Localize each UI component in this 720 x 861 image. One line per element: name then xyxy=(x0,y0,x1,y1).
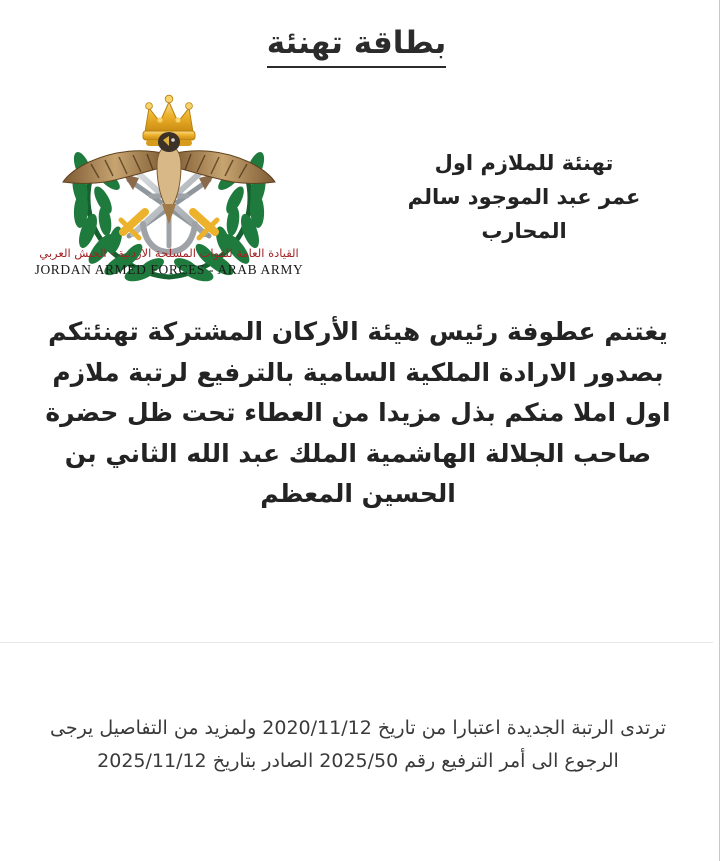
addressee-line-3: المحارب xyxy=(481,219,567,244)
upper-section xyxy=(0,84,713,294)
addressee-block xyxy=(359,146,689,248)
footer-note-text: ترتدى الرتبة الجديدة اعتبارا من تاريخ 2020/11/12 ولمزيد من التفاصيل يرجى الرجوع الى أمر الترفيع رقم 2025/50 الصادر بتاريخ 2025/11/12 xyxy=(49,717,667,773)
falcon-icon xyxy=(63,132,275,224)
congratulation-body-text: يغتنم عطوفة رئيس هيئة الأركان المشتركة تهنئتكم بصدور الارادة الملكية السامية بالترفيع لرتبة ملازم اول املا منكم بذل مزيدا من العطاء تحت ظل حضرة صاحب الجلالة الهاشمية الملك عبد الله الثاني بن الحسين المعظم xyxy=(45,317,671,508)
addressee-line-1: تهنئة للملازم اول xyxy=(434,151,614,175)
addressee-line-2: عمر عبد الموجود سالم xyxy=(407,185,641,210)
emblem-caption xyxy=(35,246,304,277)
svg-text:القيادة العامة للقوات المسلحة: القيادة العامة للقوات المسلحة الاردنية - الجيش العربي xyxy=(39,246,299,260)
card-title-wrap xyxy=(0,26,713,68)
section-divider xyxy=(0,642,713,643)
card-title: بطاقة تهنئة xyxy=(267,26,447,68)
jordan-armed-forces-emblem-icon xyxy=(33,84,305,284)
svg-text:JORDAN ARMED FORCES - ARAB ARM: JORDAN ARMED FORCES - ARAB ARMY xyxy=(34,262,304,277)
